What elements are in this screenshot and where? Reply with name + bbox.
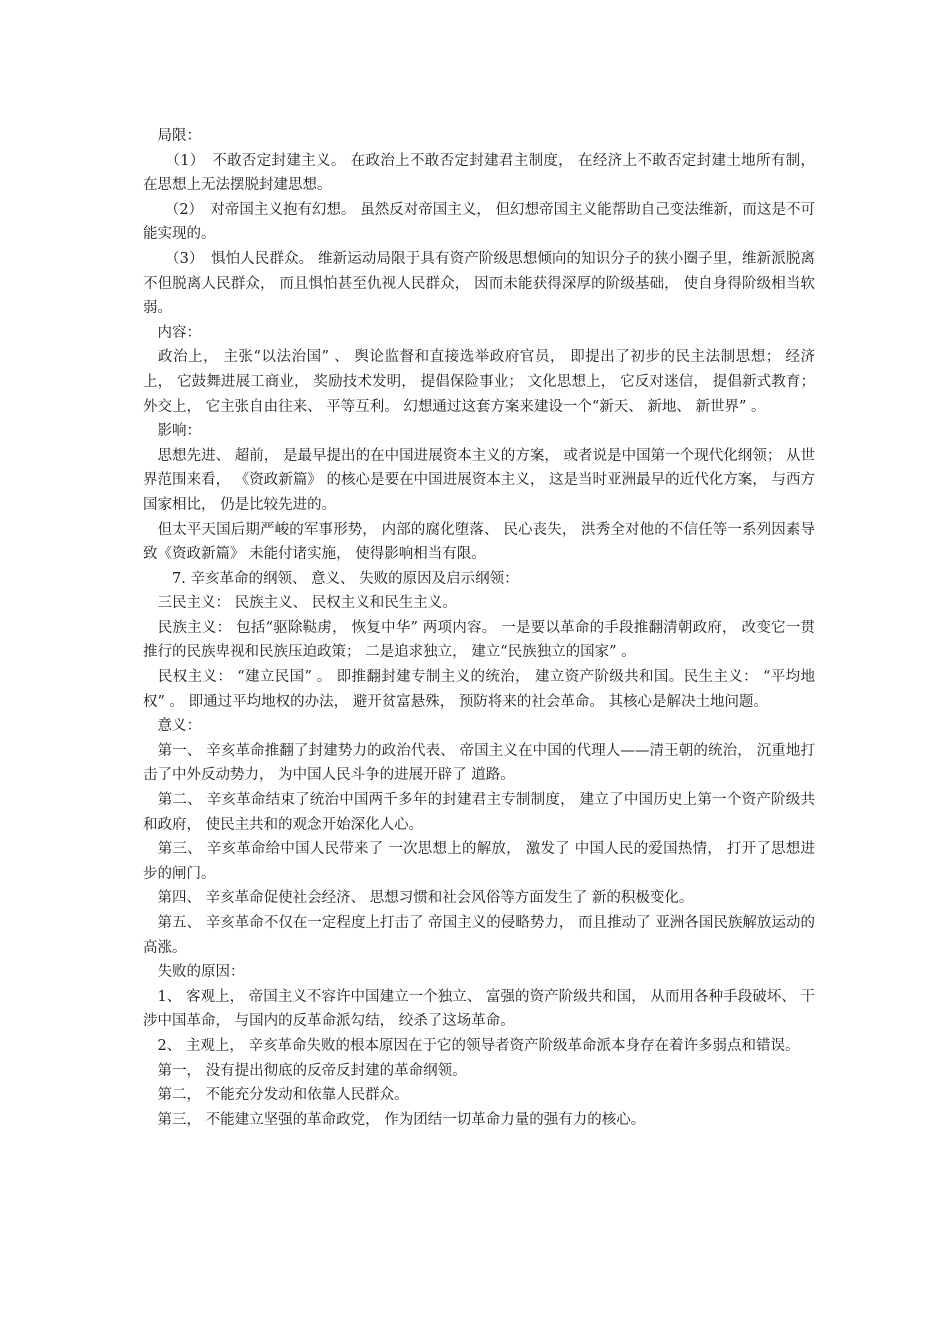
paragraph: 第一、 辛亥革命推翻了封建势力的政治代表、 帝国主义在中国的代理人——清王朝的统治， 沉重地打击了中外反动势力， 为中国人民斗争的进展开辟了 道路。 — [143, 742, 815, 784]
paragraph: 三民主义： 民族主义、 民权主义和民生主义。 — [143, 595, 457, 612]
paragraph: 思想先进、 超前， 是最早提出的在中国进展资本主义的方案， 或者说是中国第一个现代化纲领； 从世界范围来看， 《资政新篇》 的核心是要在中国进展资本主义， 这是当时亚洲最早的近代化方案， 与西方国家相比， 仍是比较先进的。 — [143, 447, 815, 513]
paragraph: （3） 惧怕人民群众。 维新运动局限于具有资产阶级思想倾向的知识分子的狭小圈子里，维新派脱离不但脱离人民群众， 而且惧怕甚至仇视人民群众， 因而未能获得深厚的阶级基础， 使自身得阶级相当软弱。 — [143, 250, 815, 317]
paragraph: 政治上， 主张“以法治国” 、 舆论监督和直接选举政府官员， 即提出了初步的民主法制思想； 经济上， 它鼓舞进展工商业， 奖励技术发明， 提倡保险事业； 文化思想上， 它反对迷信， 提倡新式教育； 外交上， 它主张自由往来、 平等互利。 幻想通过这套方案来建设一个“新天、 新地、 新世界” 。 — [143, 349, 815, 415]
heading-limitations: 局限： — [143, 128, 201, 144]
paragraph: 民权主义： “建立民国” 。 即推翻封建专制主义的统治， 建立资产阶级共和国。民生主义： “平均地权” 。 即通过平均地权的办法， 避开贫富悬殊， 预防将来的社会革命。 其核心是解决土地问题。 — [143, 669, 815, 710]
paragraph: 第一， 没有提出彻底的反帝反封建的革命纲领。 — [143, 1062, 467, 1079]
paragraph: 民族主义： 包括“驱除鞑虏， 恢复中华” 两项内容。 一是要以革命的手段推翻清朝政府， 改变它一贯推行的民族卑视和民族压迫政策； 二是追求独立， 建立“民族独立的国家” 。 — [143, 619, 815, 661]
paragraph: 第二， 不能充分发动和依靠人民群众。 — [143, 1087, 409, 1104]
paragraph: 第三、 辛亥革命给中国人民带来了 一次思想上的解放， 激发了 中国人民的爱国热情， 打开了思想进步的闸门。 — [143, 841, 815, 882]
section-title: 7. 辛亥革命的纲领、 意义、 失败的原因及启示纲领： — [143, 570, 519, 587]
paragraph: 1、 客观上， 帝国主义不容许中国建立一个独立、 富强的资产阶级共和国， 从而用各种手段破坏、 干涉中国革命， 与国内的反革命派勾结， 绞杀了这场革命。 — [143, 988, 815, 1030]
paragraph: （1） 不敢否定封建主义。 在政治上不敢否定封建君主制度， 在经济上不敢否定封建土地所有制， 在思想上无法摆脱封建思想。 — [143, 152, 815, 194]
paragraph: 第四、 辛亥革命促使社会经济、 思想习惯和社会风俗等方面发生了 新的积极变化。 — [143, 890, 694, 907]
paragraph: 第二、 辛亥革命结束了统治中国两千多年的封建君主专制制度， 建立了中国历史上第一个资产阶级共和政府， 使民主共和的观念开始深化人心。 — [143, 792, 815, 833]
paragraph: 但太平天国后期严峻的军事形势， 内部的腐化堕落、 民心丧失， 洪秀全对他的不信任等一系列因素导致《资政新篇》 未能付诸实施， 使得影响相当有限。 — [143, 521, 815, 563]
paragraph: 第五、 辛亥革命不仅在一定程度上打击了 帝国主义的侵略势力， 而且推动了 亚洲各国民族解放运动的高涨。 — [143, 915, 815, 956]
heading-significance: 意义： — [143, 718, 201, 735]
paragraph: （2） 对帝国主义抱有幻想。 虽然反对帝国主义， 但幻想帝国主义能帮助自己变法维新，而这是不可能实现的。 — [143, 201, 815, 243]
paragraph: 第三， 不能建立坚强的革命政党， 作为团结一切革命力量的强有力的核心。 — [143, 1111, 646, 1128]
document-body — [143, 124, 815, 1132]
heading-influence: 影响： — [143, 423, 201, 440]
heading-failure-reasons: 失败的原因： — [143, 964, 245, 981]
heading-content: 内容： — [143, 324, 201, 341]
paragraph: 2、 主观上， 辛亥革命失败的根本原因在于它的领导者资产阶级革命派本身存在着许多弱点和错误。 — [143, 1037, 800, 1054]
